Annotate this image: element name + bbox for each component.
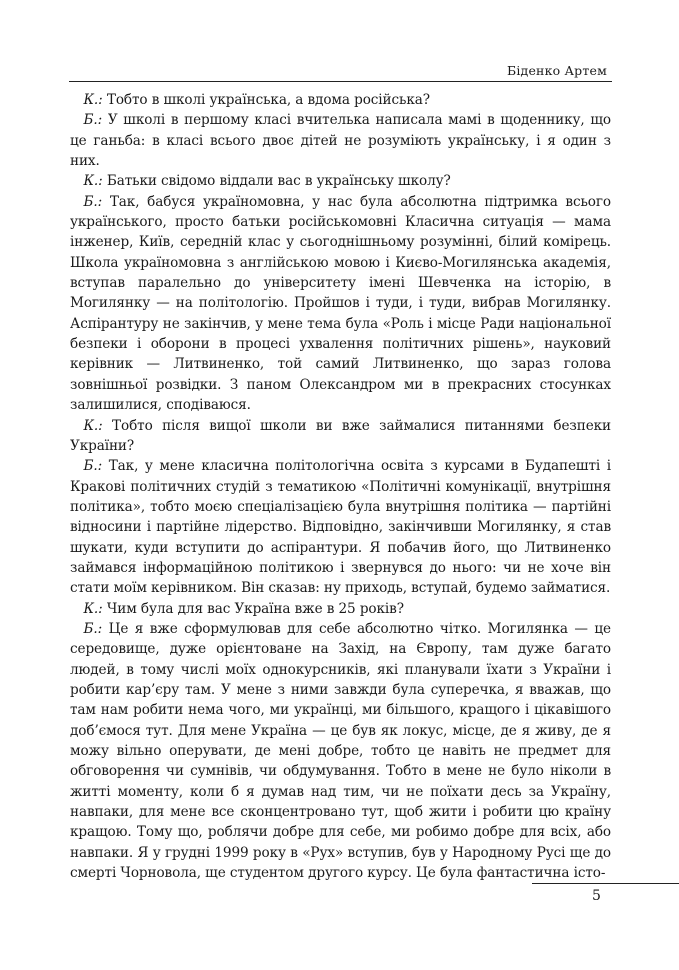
paragraph-text: Тобто в школі українська, а вдома російська?: [102, 92, 430, 108]
speaker-label: К.:: [83, 173, 103, 190]
paragraph-3: [70, 171, 611, 191]
speaker-label: Б.:: [83, 458, 103, 475]
paragraph-6: [70, 456, 611, 598]
paragraph-text: Так, у мене класична політологічна освіта з курсами в Будапешті і Кракові політичних студій з тематикою «Політичні комунікації, внутрішня політика», тобто моєю спеціалізацією була внутрішня політика — партійні відносини і партійне лідерство. Відповідно, закінчивши Могилянку, я став шукати, куди вступити до аспірантури. Я побачив його, що Литвиненко займався інформаційною політикою і звернувся до нього: чи не хоче він стати моїм керівником. Він сказав: ну приходь, вступай, будемо займатися.: [70, 458, 611, 597]
paragraph-text: Так, бабуся україномовна, у нас була абсолютна підтримка всього українського, просто батьки російськомовні Класична ситуація — мама інженер, Київ, середній клас у сьогоднішньому розумінні, білий комірець. Школа україномовна з англійською мовою і Києво-Могилянська академія, вступав паралельно до університету імені Шевченка на історію, в Могилянку — на політологію. Пройшов і туди, і туди, вибрав Могилянку. Аспірантуру не закінчив, у мене тема була «Роль і місце Ради національної безпеки і оборони в процесі ухвалення політичних рішень», науковий керівник — Литвиненко, той самий Литвиненко, що зараз голова зовнішньої розвідки. З паном Олександром ми в прекрасних стосунках залишилися, сподіваюся.: [70, 193, 611, 414]
footer-rule: [532, 883, 679, 884]
speaker-label: К.:: [83, 92, 103, 108]
paragraph-7: [70, 599, 611, 619]
speaker-label: К.:: [83, 417, 103, 434]
paragraph-1: [70, 90, 611, 110]
paragraph-2: [70, 110, 611, 171]
paragraph-text: Батьки свідомо віддали вас в українську школу?: [102, 173, 451, 190]
paragraph-text: У школі в першому класі вчителька написала мамі в щоденнику, що це ганьба: в класі всього двоє дітей не розуміють українську, і я один з них.: [70, 112, 611, 170]
paragraph-text: Тобто після вищої школи ви вже займалися питаннями безпеки України?: [70, 417, 611, 454]
speaker-label: Б.:: [83, 112, 103, 129]
paragraph-5: [70, 416, 611, 457]
speaker-label: Б.:: [83, 620, 103, 637]
speaker-label: К.:: [83, 600, 103, 617]
interview-text: [70, 90, 611, 883]
paragraph-8: [70, 619, 611, 883]
header-rule: [69, 81, 612, 82]
paragraph-text: Це я вже сформулював для себе абсолютно чітко. Могилянка — це середовище, дуже орієнтоване на Захід, на Європу, там дуже багато людей, в тому числі моїх однокурсників, які планували їхати з України і робити кар’єру там. У мене з ними завжди була суперечка, я вважав, що там нам робити нема чого, ми українці, ми більшого, кращого і цікавішого доб’ємося тут. Для мене Україна — це був як локус, місце, де я живу, де я можу вільно оперувати, де мені добре, тобто це навіть не предмет для обговорення чи сумнівів, чи обдумування. Тобто в мене не було ніколи в житті моменту, коли б я думав над тим, чи не поїхати десь за Україну, навпаки, для мене все сконцентровано тут, щоб жити і робити цю країну кращою. Тому що, роблячи добре для себе, ми робимо добре для всіх, або навпаки. Я у грудні 1999 року в «Рух» вступив, був у Народному Русі ще до смерті Чорновола, ще студентом другого курсу. Це була фантастична істо-: [70, 620, 611, 882]
paragraph-4: [70, 192, 611, 416]
running-header-author: Біденко Артем: [506, 63, 607, 78]
paragraph-text: Чим була для вас Україна вже в 25 років?: [102, 600, 404, 617]
page-number: 5: [592, 888, 601, 904]
speaker-label: Б.:: [83, 193, 103, 210]
